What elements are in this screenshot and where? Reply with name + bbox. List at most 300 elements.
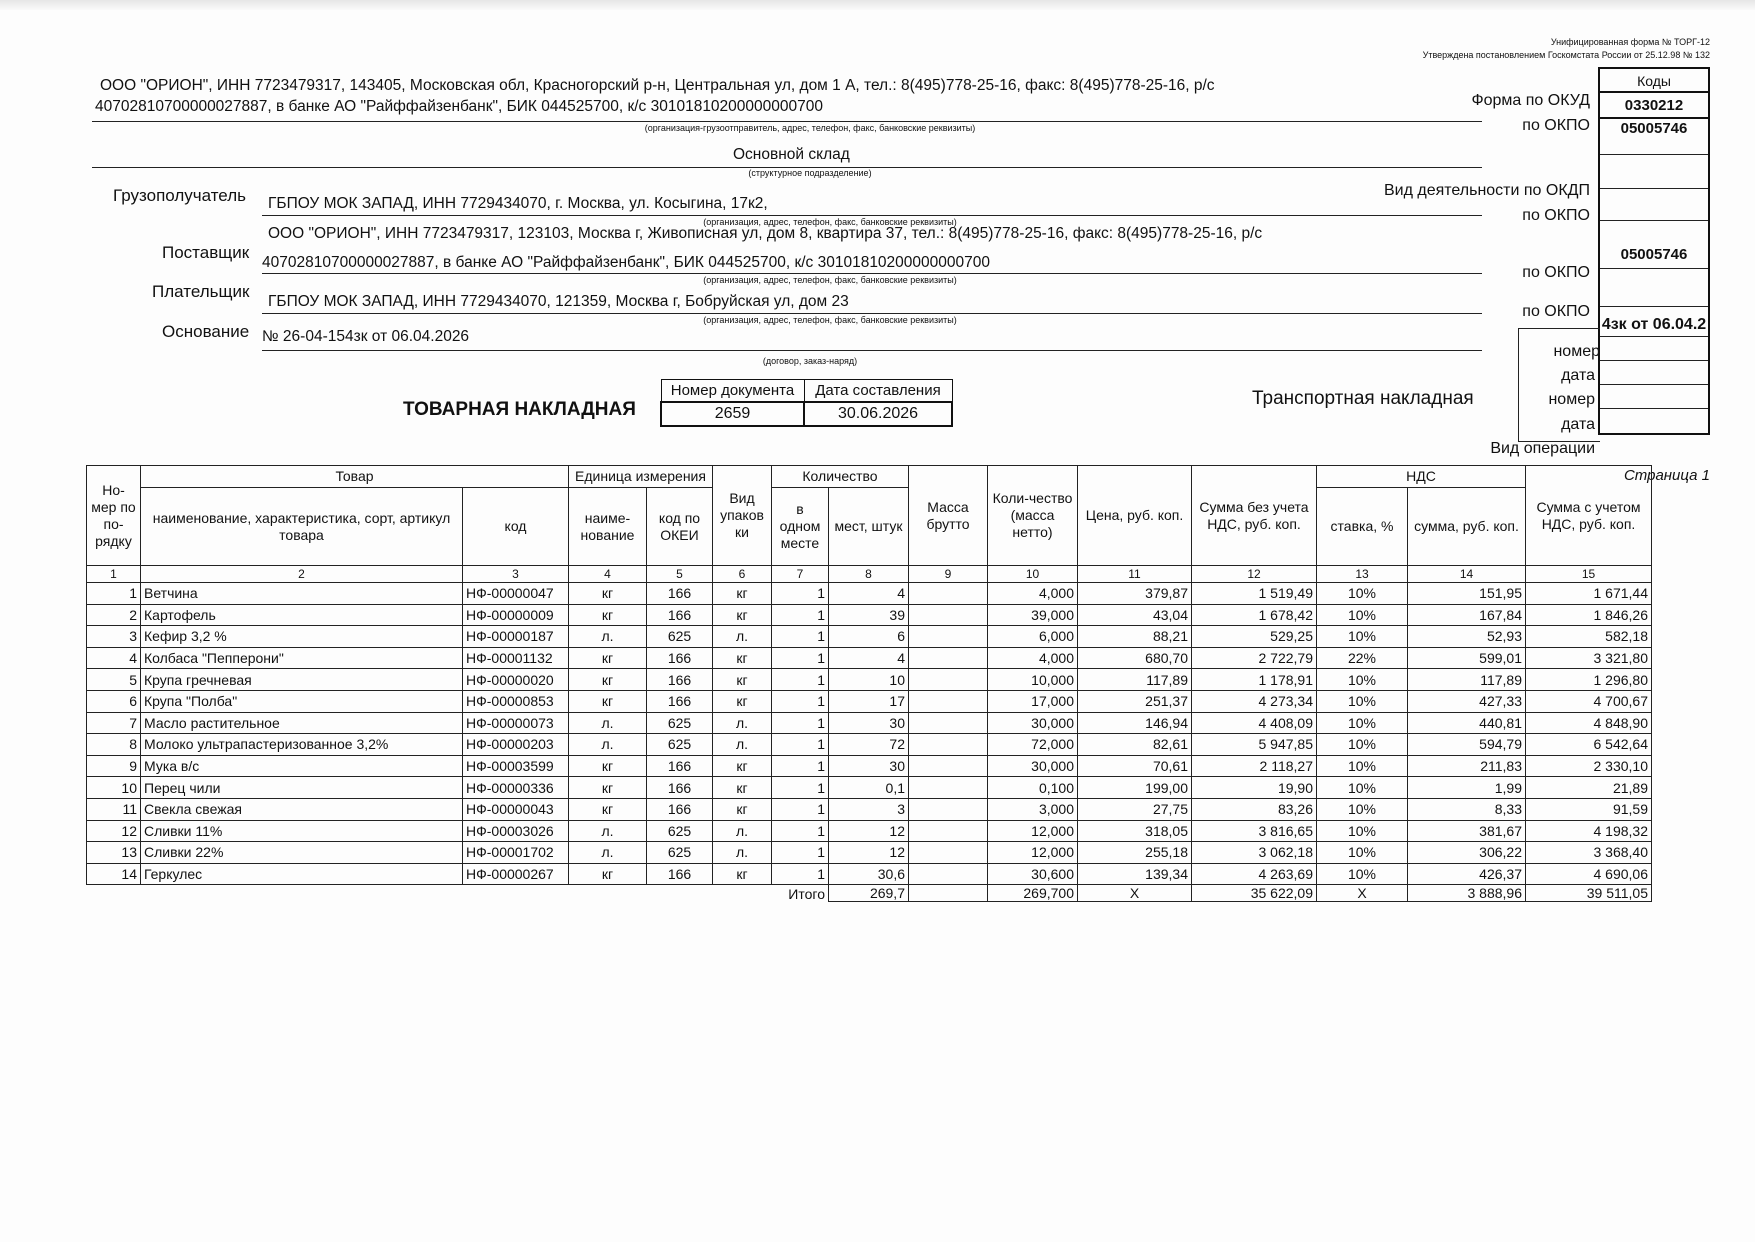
goods-name-cell: Ветчина (141, 583, 463, 605)
table-row (87, 755, 1652, 777)
qty-places-cell: 4 (829, 583, 909, 605)
sum-novat-cell: 3 062,18 (1192, 842, 1317, 864)
header-vat-rate: ставка, % (1317, 488, 1408, 566)
pack-type-cell: кг (713, 690, 772, 712)
header-sum-vat: Сумма с учетом НДС, руб. коп. (1526, 466, 1652, 566)
vat-rate-cell: 10% (1317, 712, 1408, 734)
transport-number-code (1600, 361, 1708, 385)
gross-mass-cell (909, 842, 988, 864)
header-quantity: Количество (772, 466, 909, 488)
unit-name-cell: л. (569, 734, 647, 756)
okpo-label-2: по ОКПО (1522, 207, 1590, 224)
unit-name-cell: кг (569, 690, 647, 712)
vat-sum-cell: 1,99 (1408, 777, 1526, 799)
header-code: код (463, 488, 569, 566)
price-cell: 27,75 (1078, 798, 1192, 820)
vat-rate-cell: 10% (1317, 690, 1408, 712)
goods-code-cell: НФ-00003026 (463, 820, 569, 842)
table-row (87, 820, 1652, 842)
goods-name-cell: Свекла свежая (141, 798, 463, 820)
price-cell: 70,61 (1078, 755, 1192, 777)
totals-vat-rate: Х (1317, 885, 1408, 902)
qty-in-one-cell: 1 (772, 755, 829, 777)
sum-vat-cell: 4 198,32 (1526, 820, 1652, 842)
pack-type-cell: кг (713, 863, 772, 885)
qty-places-cell: 12 (829, 820, 909, 842)
goods-code-cell: НФ-00000853 (463, 690, 569, 712)
goods-name-cell: Сливки 22% (141, 842, 463, 864)
vat-rate-cell: 10% (1317, 798, 1408, 820)
vat-sum-cell: 151,95 (1408, 583, 1526, 605)
column-number-cell: 12 (1192, 566, 1317, 583)
goods-name-cell: Крупа "Полба" (141, 690, 463, 712)
sum-vat-cell: 91,59 (1526, 798, 1652, 820)
vat-sum-cell: 594,79 (1408, 734, 1526, 756)
qty-in-one-cell: 1 (772, 669, 829, 691)
unit-name-cell: л. (569, 842, 647, 864)
net-quantity-cell: 30,600 (988, 863, 1078, 885)
net-quantity-cell: 30,000 (988, 755, 1078, 777)
gross-mass-cell (909, 626, 988, 648)
header-vat-sum: сумма, руб. коп. (1408, 488, 1526, 566)
goods-code-cell: НФ-00000187 (463, 626, 569, 648)
table-row (87, 798, 1652, 820)
qty-in-one-cell: 1 (772, 583, 829, 605)
codes-box (1598, 67, 1710, 435)
basis-label: Основание (162, 322, 250, 341)
header-goods-name: наименование, характеристика, сорт, артикул товара (141, 488, 463, 566)
column-number-cell: 6 (713, 566, 772, 583)
row-number-cell: 10 (87, 777, 141, 799)
unit-name-cell: кг (569, 755, 647, 777)
division-value: Основной склад (733, 146, 850, 163)
row-number-cell: 6 (87, 690, 141, 712)
header-net: Коли-чество (масса нетто) (988, 466, 1078, 566)
okei-code-cell: 166 (647, 863, 713, 885)
transport-date-label: дата (1561, 416, 1595, 433)
goods-name-cell: Мука в/с (141, 755, 463, 777)
vat-rate-cell: 10% (1317, 734, 1408, 756)
price-cell: 251,37 (1078, 690, 1192, 712)
vat-sum-cell: 426,37 (1408, 863, 1526, 885)
goods-name-cell: Сливки 11% (141, 820, 463, 842)
gross-mass-cell (909, 712, 988, 734)
sum-novat-cell: 4 273,34 (1192, 690, 1317, 712)
operation-code (1600, 409, 1708, 433)
gross-mass-cell (909, 734, 988, 756)
gross-mass-cell (909, 863, 988, 885)
goods-code-cell: НФ-00000267 (463, 863, 569, 885)
net-quantity-cell: 3,000 (988, 798, 1078, 820)
price-cell: 139,34 (1078, 863, 1192, 885)
unit-name-cell: кг (569, 604, 647, 626)
qty-in-one-cell: 1 (772, 842, 829, 864)
pack-type-cell: кг (713, 755, 772, 777)
vat-rate-cell: 10% (1317, 842, 1408, 864)
column-number-cell: 5 (647, 566, 713, 583)
okpo-supplier-code: 05005746 (1600, 221, 1708, 269)
vat-rate-cell: 10% (1317, 863, 1408, 885)
row-number-cell: 4 (87, 647, 141, 669)
header-places: мест, штук (829, 488, 909, 566)
net-quantity-cell: 12,000 (988, 820, 1078, 842)
okpo-payer-code (1600, 269, 1708, 307)
column-number-cell: 7 (772, 566, 829, 583)
sum-vat-cell: 3 321,80 (1526, 647, 1652, 669)
header-unit-name: наиме-нование (569, 488, 647, 566)
consignee-underline (262, 215, 1482, 216)
column-number-cell: 2 (141, 566, 463, 583)
doc-number-value: 2659 (661, 402, 804, 426)
gross-mass-cell (909, 647, 988, 669)
sum-vat-cell: 1 296,80 (1526, 669, 1652, 691)
header-number: Но-мер по по-рядку (87, 466, 141, 566)
price-cell: 43,04 (1078, 604, 1192, 626)
qty-in-one-cell: 1 (772, 863, 829, 885)
row-number-cell: 11 (87, 798, 141, 820)
pack-type-cell: л. (713, 842, 772, 864)
pack-type-cell: л. (713, 734, 772, 756)
row-number-cell: 8 (87, 734, 141, 756)
okei-code-cell: 166 (647, 604, 713, 626)
okpo-shipper-code: 05005746 (1600, 119, 1708, 155)
qty-places-cell: 39 (829, 604, 909, 626)
net-quantity-cell: 4,000 (988, 647, 1078, 669)
vat-sum-cell: 167,84 (1408, 604, 1526, 626)
row-number-cell: 5 (87, 669, 141, 691)
doc-date-value: 30.06.2026 (804, 402, 952, 426)
header-sum-novat: Сумма без учета НДС, руб. коп. (1192, 466, 1317, 566)
net-quantity-cell: 17,000 (988, 690, 1078, 712)
price-cell: 146,94 (1078, 712, 1192, 734)
row-number-cell: 7 (87, 712, 141, 734)
document-title: ТОВАРНАЯ НАКЛАДНАЯ (403, 399, 636, 420)
totals-sum-vat: 39 511,05 (1526, 885, 1652, 902)
unit-name-cell: кг (569, 669, 647, 691)
sum-vat-cell: 3 368,40 (1526, 842, 1652, 864)
vat-sum-cell: 8,33 (1408, 798, 1526, 820)
vat-sum-cell: 306,22 (1408, 842, 1526, 864)
okei-code-cell: 625 (647, 626, 713, 648)
sum-novat-cell: 19,90 (1192, 777, 1317, 799)
vat-rate-cell: 10% (1317, 820, 1408, 842)
header-price: Цена, руб. коп. (1078, 466, 1192, 566)
sum-novat-cell: 4 408,09 (1192, 712, 1317, 734)
row-number-cell: 12 (87, 820, 141, 842)
goods-table (86, 465, 1652, 902)
doc-number-header: Номер документа (661, 380, 804, 403)
table-row (87, 604, 1652, 626)
vat-rate-cell: 10% (1317, 626, 1408, 648)
transport-label: Транспортная накладная (1252, 388, 1474, 409)
qty-in-one-cell: 1 (772, 604, 829, 626)
qty-places-cell: 4 (829, 647, 909, 669)
goods-code-cell: НФ-00001132 (463, 647, 569, 669)
qty-in-one-cell: 1 (772, 690, 829, 712)
qty-in-one-cell: 1 (772, 712, 829, 734)
gross-mass-cell (909, 669, 988, 691)
document-number-box (660, 379, 953, 427)
net-quantity-cell: 4,000 (988, 583, 1078, 605)
goods-code-cell: НФ-00003599 (463, 755, 569, 777)
sum-vat-cell: 4 690,06 (1526, 863, 1652, 885)
sum-novat-cell: 2 722,79 (1192, 647, 1317, 669)
page-number: Страница 1 (1623, 467, 1710, 484)
gross-mass-cell (909, 755, 988, 777)
pack-type-cell: кг (713, 583, 772, 605)
totals-gross (909, 885, 988, 902)
supplier-label: Поставщик (162, 243, 250, 262)
basis-underline (262, 350, 1482, 351)
sum-vat-cell: 1 671,44 (1526, 583, 1652, 605)
gross-mass-cell (909, 604, 988, 626)
price-cell: 88,21 (1078, 626, 1192, 648)
sum-novat-cell: 3 816,65 (1192, 820, 1317, 842)
table-row (87, 863, 1652, 885)
goods-code-cell: НФ-00000009 (463, 604, 569, 626)
supplier-line-2: 40702810700000027887, в банке АО "Райффайзенбанк", БИК 044525700, к/с 30101810200000000700 (262, 254, 991, 271)
form-caption-2: Утверждена постановлением Госкомстата России от 25.12.98 № 132 (1422, 50, 1710, 60)
row-number-cell: 3 (87, 626, 141, 648)
column-number-cell: 9 (909, 566, 988, 583)
sum-vat-cell: 582,18 (1526, 626, 1652, 648)
gross-mass-cell (909, 583, 988, 605)
table-row (87, 626, 1652, 648)
header-gross: Масса брутто (909, 466, 988, 566)
totals-price: Х (1078, 885, 1192, 902)
okud-label: Форма по ОКУД (1471, 92, 1590, 109)
goods-code-cell: НФ-00000047 (463, 583, 569, 605)
pack-type-cell: кг (713, 798, 772, 820)
codes-header: Коды (1600, 69, 1708, 93)
okei-code-cell: 166 (647, 583, 713, 605)
vat-sum-cell: 427,33 (1408, 690, 1526, 712)
supplier-caption: (организация, адрес, телефон, факс, банковские реквизиты) (703, 275, 957, 285)
goods-code-cell: НФ-00000043 (463, 798, 569, 820)
column-number-cell: 10 (988, 566, 1078, 583)
goods-name-cell: Геркулес (141, 863, 463, 885)
column-number-cell: 11 (1078, 566, 1192, 583)
header-unit: Единица измерения (569, 466, 713, 488)
form-caption-1: Унифицированная форма № ТОРГ-12 (1550, 37, 1710, 47)
okei-code-cell: 625 (647, 842, 713, 864)
gross-mass-cell (909, 777, 988, 799)
sum-vat-cell: 1 846,26 (1526, 604, 1652, 626)
row-number-cell: 9 (87, 755, 141, 777)
table-row (87, 734, 1652, 756)
okei-code-cell: 166 (647, 690, 713, 712)
division-caption: (структурное подразделение) (748, 168, 872, 178)
scan-edge (0, 0, 1755, 10)
okei-code-cell: 166 (647, 798, 713, 820)
vat-sum-cell: 381,67 (1408, 820, 1526, 842)
header-pack: Вид упаков ки (713, 466, 772, 566)
sum-vat-cell: 2 330,10 (1526, 755, 1652, 777)
row-number-cell: 1 (87, 583, 141, 605)
goods-name-cell: Кефир 3,2 % (141, 626, 463, 648)
column-number-cell: 13 (1317, 566, 1408, 583)
supplier-underline (262, 273, 1482, 274)
table-row (87, 712, 1652, 734)
price-cell: 82,61 (1078, 734, 1192, 756)
shipper-line-2: 40702810700000027887, в банке АО "Райффайзенбанк", БИК 044525700, к/с 30101810200000000700 (95, 98, 824, 115)
qty-places-cell: 10 (829, 669, 909, 691)
sum-vat-cell: 4 700,67 (1526, 690, 1652, 712)
pack-type-cell: кг (713, 777, 772, 799)
goods-code-cell: НФ-00000020 (463, 669, 569, 691)
supplier-line-1: ООО "ОРИОН", ИНН 7723479317, 123103, Москва г, Живописная ул, дом 8, квартира 37, тел.: 8(495)778-25-16, факс: 8(495)778-25-16, р/с (268, 225, 1263, 242)
shipper-line-1: ООО "ОРИОН", ИНН 7723479317, 143405, Московская обл, Красногорский р-н, Центральная ул, дом 1 А, тел.: 8(495)778-25-16, факс: 8(495)778-25-16, р/с (100, 77, 1215, 94)
price-cell: 318,05 (1078, 820, 1192, 842)
vat-sum-cell: 599,01 (1408, 647, 1526, 669)
gross-mass-cell (909, 690, 988, 712)
qty-places-cell: 0,1 (829, 777, 909, 799)
unit-name-cell: л. (569, 820, 647, 842)
okpo-label-3: по ОКПО (1522, 264, 1590, 281)
price-cell: 379,87 (1078, 583, 1192, 605)
sum-novat-cell: 83,26 (1192, 798, 1317, 820)
sum-vat-cell: 4 848,90 (1526, 712, 1652, 734)
sum-novat-cell: 1 178,91 (1192, 669, 1317, 691)
goods-name-cell: Колбаса "Пепперони" (141, 647, 463, 669)
okdp-code (1600, 155, 1708, 189)
goods-name-cell: Крупа гречневая (141, 669, 463, 691)
net-quantity-cell: 12,000 (988, 842, 1078, 864)
vat-rate-cell: 22% (1317, 647, 1408, 669)
vat-sum-cell: 117,89 (1408, 669, 1526, 691)
qty-places-cell: 30 (829, 712, 909, 734)
basis-value: № 26-04-154зк от 06.04.2026 (262, 328, 470, 345)
qty-in-one-cell: 1 (772, 798, 829, 820)
sum-vat-cell: 6 542,64 (1526, 734, 1652, 756)
qty-places-cell: 12 (829, 842, 909, 864)
sum-novat-cell: 2 118,27 (1192, 755, 1317, 777)
pack-type-cell: кг (713, 604, 772, 626)
goods-code-cell: НФ-00000336 (463, 777, 569, 799)
net-quantity-cell: 10,000 (988, 669, 1078, 691)
pack-type-cell: кг (713, 669, 772, 691)
payer-underline (262, 313, 1482, 314)
qty-in-one-cell: 1 (772, 647, 829, 669)
column-numbers-row (87, 566, 1652, 583)
table-row (87, 583, 1652, 605)
price-cell: 255,18 (1078, 842, 1192, 864)
unit-name-cell: кг (569, 777, 647, 799)
operation-label: Вид операции (1490, 440, 1595, 457)
consignee-value: ГБПОУ МОК ЗАПАД, ИНН 7729434070, г. Москва, ул. Косыгина, 17к2, (268, 195, 768, 212)
goods-body (87, 583, 1652, 885)
goods-code-cell: НФ-00001702 (463, 842, 569, 864)
column-number-cell: 15 (1526, 566, 1652, 583)
price-cell: 680,70 (1078, 647, 1192, 669)
qty-in-one-cell: 1 (772, 820, 829, 842)
qty-places-cell: 17 (829, 690, 909, 712)
vat-sum-cell: 211,83 (1408, 755, 1526, 777)
row-number-cell: 2 (87, 604, 141, 626)
totals-places: 269,7 (829, 885, 909, 902)
payer-label: Плательщик (152, 282, 250, 301)
doc-date-header: Дата составления (804, 380, 952, 403)
qty-places-cell: 30 (829, 755, 909, 777)
goods-name-cell: Картофель (141, 604, 463, 626)
qty-places-cell: 6 (829, 626, 909, 648)
goods-name-cell: Масло растительное (141, 712, 463, 734)
net-quantity-cell: 6,000 (988, 626, 1078, 648)
column-number-cell: 4 (569, 566, 647, 583)
goods-code-cell: НФ-00000073 (463, 712, 569, 734)
price-cell: 199,00 (1078, 777, 1192, 799)
unit-name-cell: кг (569, 798, 647, 820)
totals-row (87, 885, 1652, 902)
transport-date-code (1600, 385, 1708, 409)
table-row (87, 842, 1652, 864)
shipper-caption: (организация-грузоотправитель, адрес, телефон, факс, банковские реквизиты) (644, 123, 976, 133)
column-number-cell: 1 (87, 566, 141, 583)
sum-novat-cell: 1 678,42 (1192, 604, 1317, 626)
vat-rate-cell: 10% (1317, 755, 1408, 777)
okei-code-cell: 625 (647, 734, 713, 756)
table-row (87, 690, 1652, 712)
header-vat: НДС (1317, 466, 1526, 488)
okei-code-cell: 166 (647, 647, 713, 669)
totals-net: 269,700 (988, 885, 1078, 902)
okud-code: 0330212 (1600, 93, 1708, 119)
pack-type-cell: л. (713, 820, 772, 842)
qty-places-cell: 3 (829, 798, 909, 820)
vat-sum-cell: 440,81 (1408, 712, 1526, 734)
table-row (87, 669, 1652, 691)
okei-code-cell: 166 (647, 669, 713, 691)
row-number-cell: 14 (87, 863, 141, 885)
qty-in-one-cell: 1 (772, 734, 829, 756)
row-number-cell: 13 (87, 842, 141, 864)
pack-type-cell: кг (713, 647, 772, 669)
vat-rate-cell: 10% (1317, 777, 1408, 799)
sum-novat-cell: 529,25 (1192, 626, 1317, 648)
column-number-cell: 14 (1408, 566, 1526, 583)
pack-type-cell: л. (713, 712, 772, 734)
sum-novat-cell: 1 519,49 (1192, 583, 1317, 605)
vat-rate-cell: 10% (1317, 669, 1408, 691)
okei-code-cell: 625 (647, 820, 713, 842)
goods-name-cell: Перец чили (141, 777, 463, 799)
basis-number-label: номер (1553, 343, 1600, 360)
goods-name-cell: Молоко ультрапастеризованное 3,2% (141, 734, 463, 756)
sum-novat-cell: 5 947,85 (1192, 734, 1317, 756)
consignee-caption: (организация, адрес, телефон, факс, банковские реквизиты) (703, 217, 957, 227)
okei-code-cell: 166 (647, 755, 713, 777)
basis-caption: (договор, заказ-наряд) (762, 356, 858, 366)
totals-label: Итого (788, 885, 825, 902)
table-row (87, 777, 1652, 799)
okdp-label: Вид деятельности по ОКДП (1383, 182, 1590, 199)
goods-code-cell: НФ-00000203 (463, 734, 569, 756)
okpo-label-1: по ОКПО (1522, 117, 1590, 134)
okei-code-cell: 166 (647, 777, 713, 799)
payer-caption: (организация, адрес, телефон, факс, банковские реквизиты) (703, 315, 957, 325)
qty-places-cell: 72 (829, 734, 909, 756)
basis-number-code: 4зк от 06.04.2 (1600, 307, 1708, 337)
vat-rate-cell: 10% (1317, 583, 1408, 605)
payer-value: ГБПОУ МОК ЗАПАД, ИНН 7729434070, 121359, Москва г, Бобруйская ул, дом 23 (268, 293, 849, 310)
column-number-cell: 3 (463, 566, 569, 583)
net-quantity-cell: 39,000 (988, 604, 1078, 626)
header-okei: код по ОКЕИ (647, 488, 713, 566)
net-quantity-cell: 0,100 (988, 777, 1078, 799)
header-in-one: в одном месте (772, 488, 829, 566)
totals-sum-novat: 35 622,09 (1192, 885, 1317, 902)
unit-name-cell: кг (569, 863, 647, 885)
